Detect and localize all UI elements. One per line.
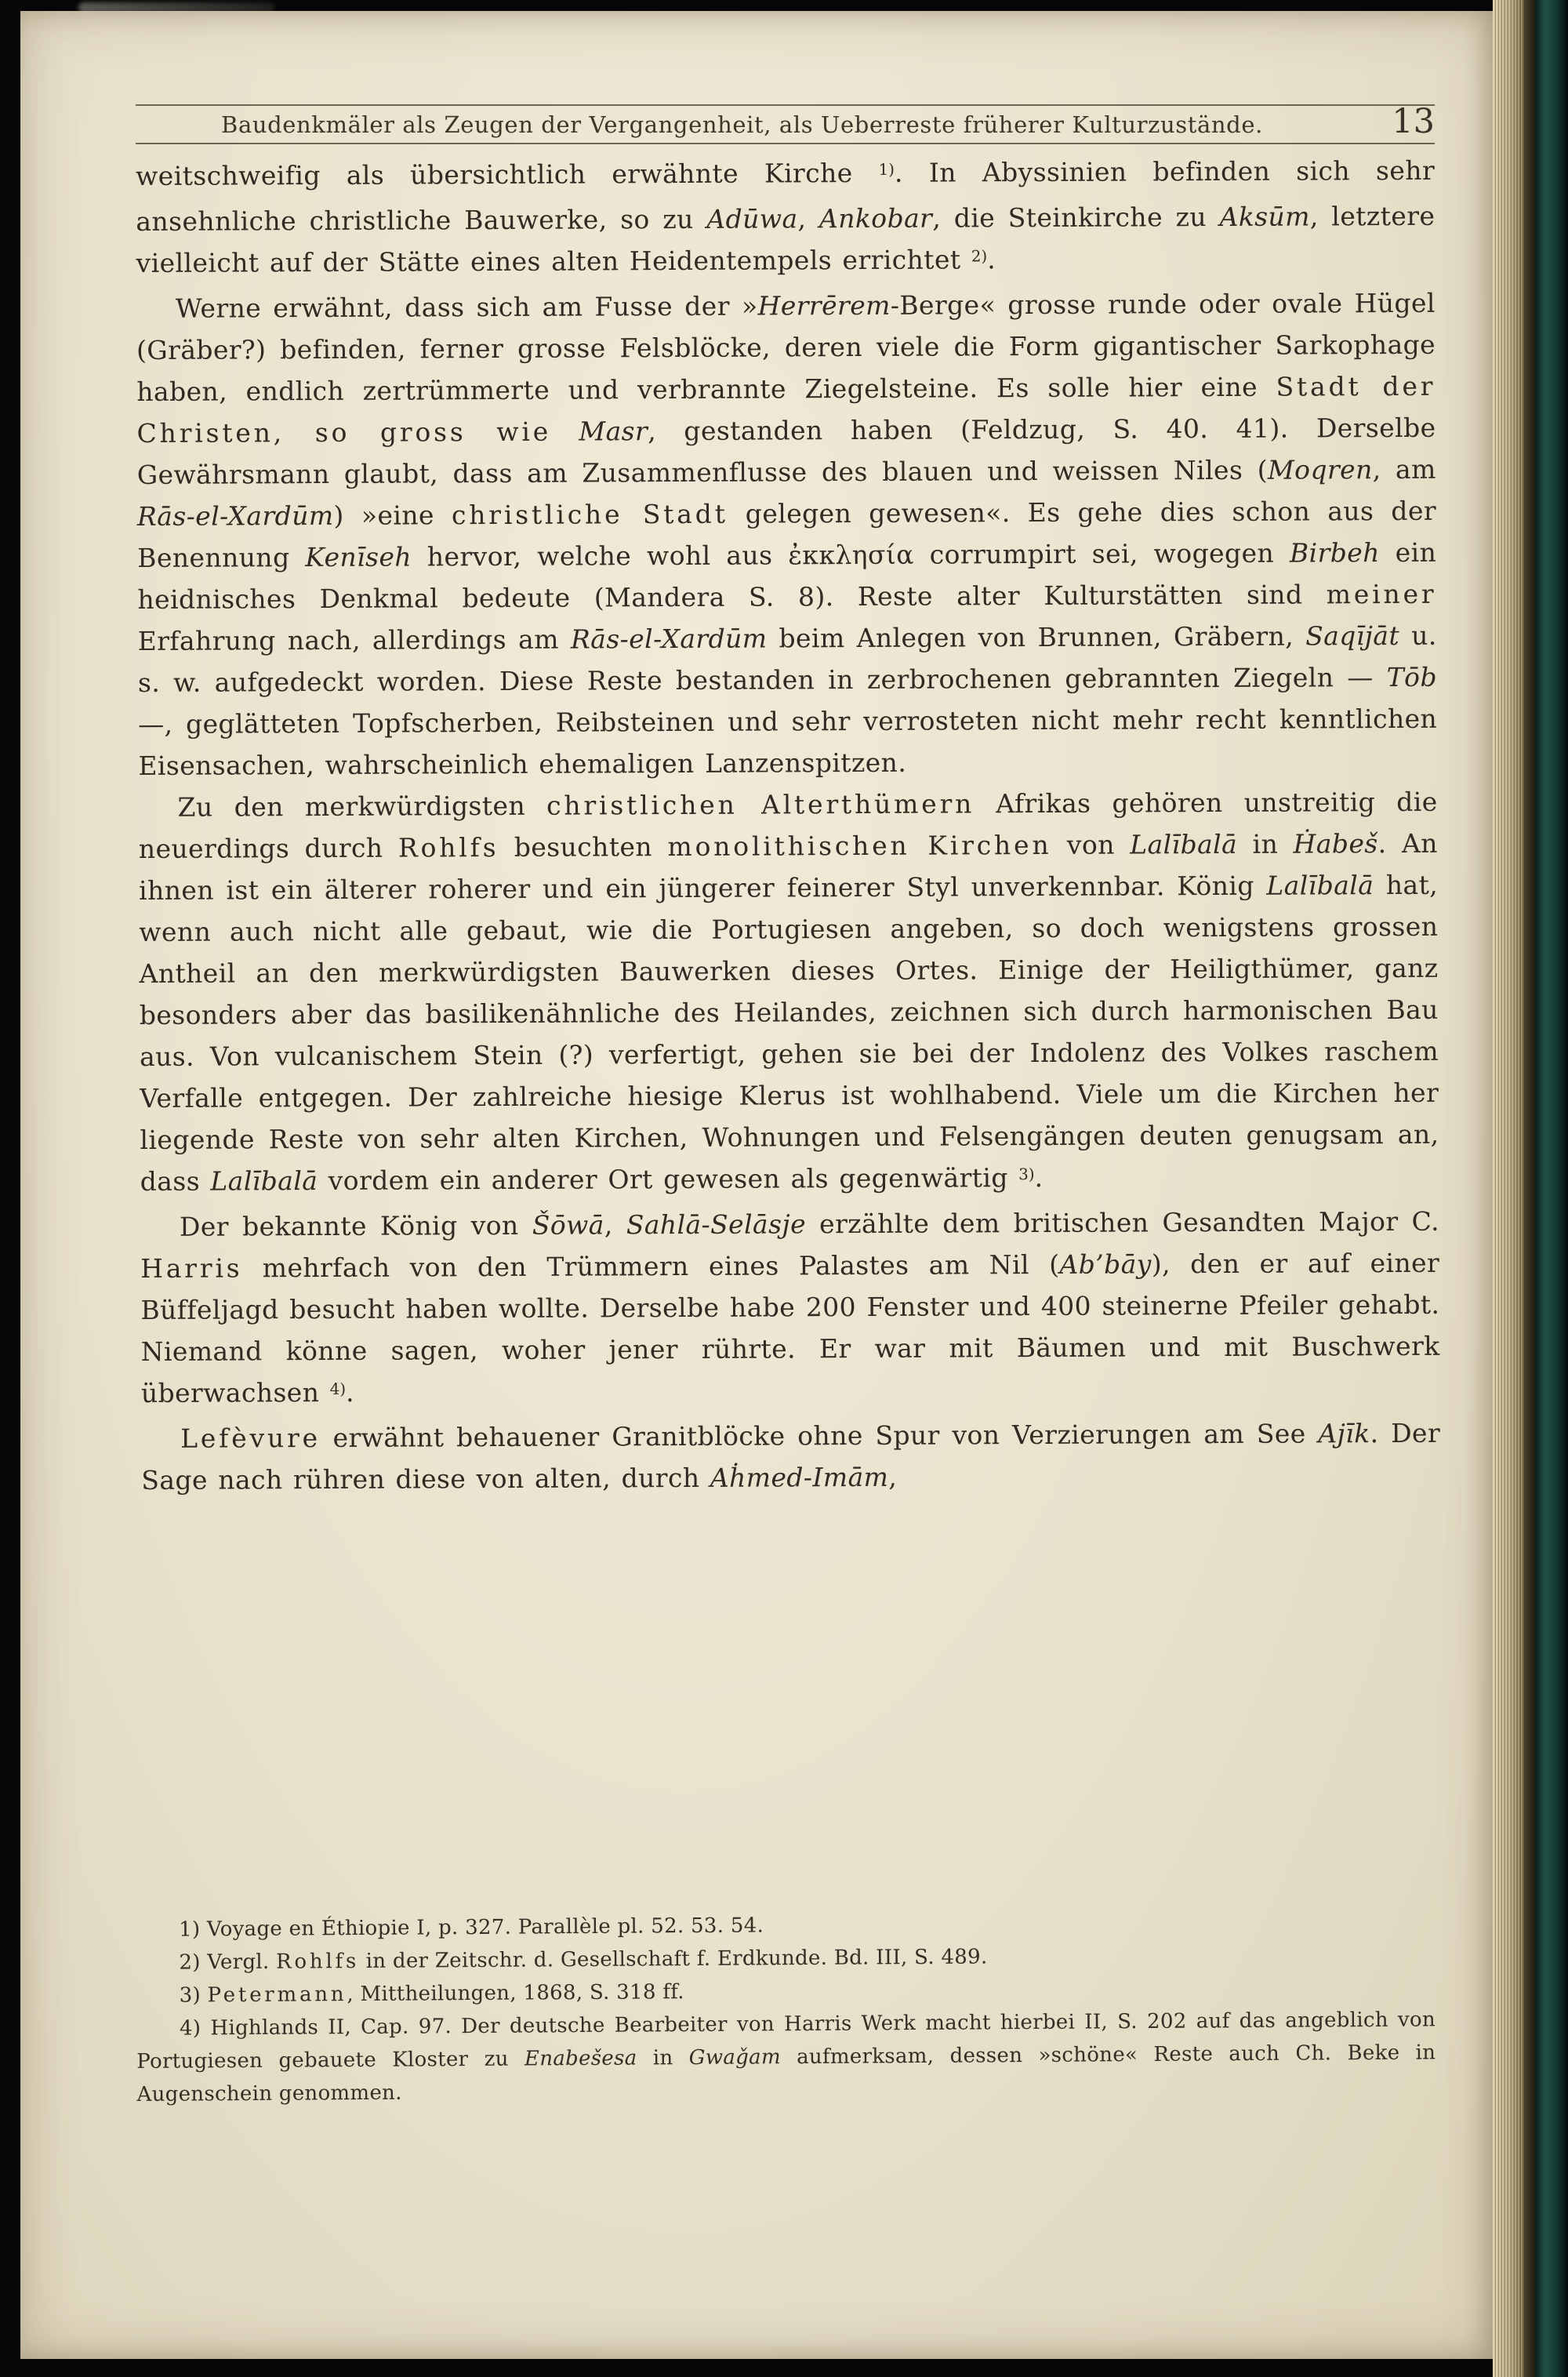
running-title: Baudenkmäler als Zeugen der Vergangenheit, als Ueberreste früherer Kulturzustände. — [221, 111, 1263, 138]
text-segment: Tōb — [1386, 661, 1438, 693]
text-segment: besuchten — [499, 831, 668, 863]
text-segment: Der bekannte König von — [179, 1209, 532, 1242]
text-segment: Werne erwähnt, dass sich am Fusse der » — [175, 290, 758, 324]
text-segment: Ankobar — [818, 202, 933, 234]
text-segment: aufmerksam, dessen »schöne« Reste auch Ch. Beke in Augenschein genommen. — [136, 2041, 1436, 2106]
text-segment: Stadt der Christen, so gross wie — [136, 370, 1436, 449]
text-segment: 1) — [878, 160, 895, 179]
text-segment: ein heidnisches Denkmal bedeute (Mandera S. 8). Reste alter Kulturstätten sind — [137, 536, 1437, 615]
text-segment: Adūwa — [706, 203, 798, 234]
text-segment: Šōwā — [532, 1209, 604, 1241]
text-segment: Kenīseh — [305, 541, 412, 573]
text-segment: Lalībalā — [1266, 870, 1374, 901]
book-edge-shadow — [1524, 0, 1535, 2377]
text-segment: mehrfach von den Trümmern eines Palastes am Nil ( — [242, 1248, 1060, 1284]
text-segment: gelegen gewesen«. Es gehe dies schon aus der Benennung — [137, 495, 1437, 573]
text-segment: hervor, welche wohl aus ἐκκλησία corrumpirt sei, wogegen — [411, 537, 1290, 572]
text-segment: 4) — [329, 1379, 347, 1399]
text-segment: Lalībalā — [210, 1165, 318, 1197]
text-segment: hat, wenn auch nicht alle gebaut, wie die Portugiesen angeben, so doch wenigstens grossen Antheil an den merkwürdigsten Bauwerken dieses Ortes. Einige der Heiligthümer, ganz besonders aber das basilikenähnliche des Heilandes, zeichnen sich durch harmonischen Bau aus. Von vulcanischem Stein (?) verfertigt, gehen sie bei der Indolenz des Volkes raschem Verfalle entgegen. Der zahlreiche hiesige Klerus ist wohlhabend. Viele um die Kirchen her liegende Reste von sehr alten Kirchen, Wohnungen und Felsengängen deuten genugsam an, dass — [139, 869, 1439, 1197]
text-segment: erzählte dem britischen Gesandten Major C. — [805, 1205, 1440, 1240]
text-segment: monolithischen Kirchen — [667, 829, 1052, 863]
text-segment: . An ihnen ist ein älterer roherer und ein jüngerer feinerer Styl unverkennbar. König — [139, 827, 1438, 906]
text-segment: Ḣabeš — [1293, 828, 1378, 860]
book-paper — [20, 11, 1496, 2359]
text-segment: in — [1237, 828, 1294, 860]
text-segment — [551, 416, 579, 447]
text-segment: , Mittheilungen, 1868, S. 318 ff. — [347, 1980, 684, 2007]
page-header — [136, 102, 1435, 141]
text-segment: , — [604, 1209, 626, 1241]
text-segment: Rohlfs — [397, 831, 499, 863]
text-segment: . In Abyssinien befinden sich sehr ansehnliche christliche Bauwerke, so zu — [136, 154, 1436, 237]
paragraph — [136, 282, 1438, 787]
page-number: 13 — [1392, 102, 1435, 141]
text-segment: Birbeh — [1289, 537, 1380, 569]
paragraph — [136, 150, 1436, 288]
text-segment: Lalībalā — [1130, 828, 1238, 860]
text-segment: von — [1051, 829, 1131, 860]
text-segment: christlichen Alterthümern — [546, 788, 975, 821]
text-segment: Sahlā-Selāsje — [626, 1208, 807, 1241]
footnote-section — [136, 1904, 1436, 2111]
text-segment: , am — [1372, 453, 1436, 485]
book-page-edges — [1493, 0, 1524, 2377]
text-segment: weitschweifig als übersichtlich erwähnte Kirche — [136, 157, 879, 191]
text-segment: . — [345, 1376, 355, 1408]
text-segment: . — [987, 244, 996, 275]
text-segment: Ab’bāy — [1059, 1248, 1152, 1280]
text-segment: 3) — [179, 1983, 208, 2008]
text-segment: Rohlfs — [275, 1950, 360, 1974]
text-segment: in — [637, 2046, 689, 2070]
text-segment: Rās-el-Xardūm — [570, 623, 768, 655]
text-segment: , — [797, 203, 820, 234]
text-segment: , letztere vielleicht auf der Stätte eines alten Heidentempels errichtet — [136, 200, 1436, 278]
text-segment: ), den er auf einer Büffeljagd besucht haben wollte. Derselbe habe 200 Fenster und 400 steinerne Pfeiler gehabt. Niemand könne sagen, woher jener rührte. Er war mit Bäumen und mit Buschwerk überwachsen — [140, 1247, 1440, 1408]
text-segment: Aḣmed-Imām — [710, 1461, 889, 1493]
text-segment: Afrikas gehören unstreitig die neuerdings durch — [138, 786, 1438, 864]
text-segment: christliche Stadt — [451, 498, 728, 531]
text-segment: -Berge« grosse runde oder ovale Hügel (Gräber?) befinden, ferner grosse Felsblöcke, deren viele die Form gigantischer Sarkophage haben, endlich zertrümmerte und verbrannte Ziegelsteine. Es solle hier eine — [136, 287, 1436, 407]
text-segment: Moqren — [1267, 454, 1373, 485]
text-segment: in der Zeitschr. d. Gesellschaft f. Erdkunde. Bd. III, S. 489. — [359, 1945, 988, 1974]
paragraph — [139, 781, 1439, 1206]
text-segment: Aksūm — [1219, 201, 1310, 232]
text-segment: beim Anlegen von Brunnen, Gräbern, — [767, 620, 1306, 654]
text-segment: Masr — [579, 416, 648, 447]
header-rule-bottom — [136, 143, 1435, 144]
text-segment: . Der Sage nach rühren diese von alten, durch — [141, 1417, 1441, 1496]
text-segment: ) »eine — [333, 500, 452, 531]
text-segment: . — [1034, 1161, 1044, 1194]
footnote — [136, 2003, 1436, 2111]
text-segment: Enabešesa — [524, 2046, 637, 2071]
paragraph — [140, 1201, 1440, 1418]
text-segment: , die Steinkirche zu — [932, 201, 1220, 234]
text-segment: , gestanden haben (Feldzug, S. 40. 41). Derselbe Gewährsmann glaubt, dass am Zusammenflusse des blauen und weissen Niles ( — [136, 412, 1436, 490]
text-segment: , — [888, 1461, 898, 1492]
text-segment: 2) — [971, 247, 988, 266]
text-segment: erwähnt behauener Granitblöcke ohne Spur von Verzierungen am See — [320, 1418, 1319, 1453]
text-segment: vordem ein anderer Ort gewesen als gegenwärtig — [318, 1162, 1019, 1196]
text-segment: Gwaǧam — [688, 2045, 781, 2070]
paragraph — [141, 1412, 1440, 1501]
body-text — [136, 150, 1440, 1501]
text-segment: Herrērem — [757, 289, 891, 322]
book-cover-edge — [1535, 0, 1568, 2377]
text-segment: Harris — [140, 1252, 243, 1284]
text-segment: Rās-el-Xardūm — [136, 500, 334, 532]
text-segment: u. s. w. aufgedeckt worden. Diese Reste bestanden in zerbrochenen gebrannten Ziegeln — — [137, 620, 1437, 698]
text-segment: Zu den merkwürdigsten — [177, 790, 547, 823]
text-segment: Saqījāt — [1305, 620, 1400, 652]
text-segment: 4) Highlands II, Cap. 97. Der deutsche Bearbeiter von Harris Werk macht hierbei II, S. 202 auf das angeblich von Portugiesen gebauete Kloster zu — [136, 2008, 1436, 2074]
text-segment: Petermann — [207, 1983, 347, 2008]
text-segment: Lefèvure — [180, 1422, 321, 1454]
text-segment: Erfahrung nach, allerdings am — [137, 623, 572, 656]
header-rule-top — [136, 104, 1435, 106]
text-segment: 1) Voyage en Éthiopie I, p. 327. Parallèle pl. 52. 53. 54. — [179, 1914, 764, 1942]
text-segment: 2) Vergl. — [179, 1950, 277, 1975]
text-segment: Ajīk — [1318, 1418, 1370, 1449]
text-segment: —, geglätteten Topfscherben, Reibsteinen und sehr verrosteten nicht mehr recht kenntlichen Eisensachen, wahrscheinlich ehemaligen Lanzenspitzen. — [138, 703, 1438, 781]
text-segment: 3) — [1018, 1165, 1035, 1184]
text-segment: meiner — [1326, 578, 1437, 610]
